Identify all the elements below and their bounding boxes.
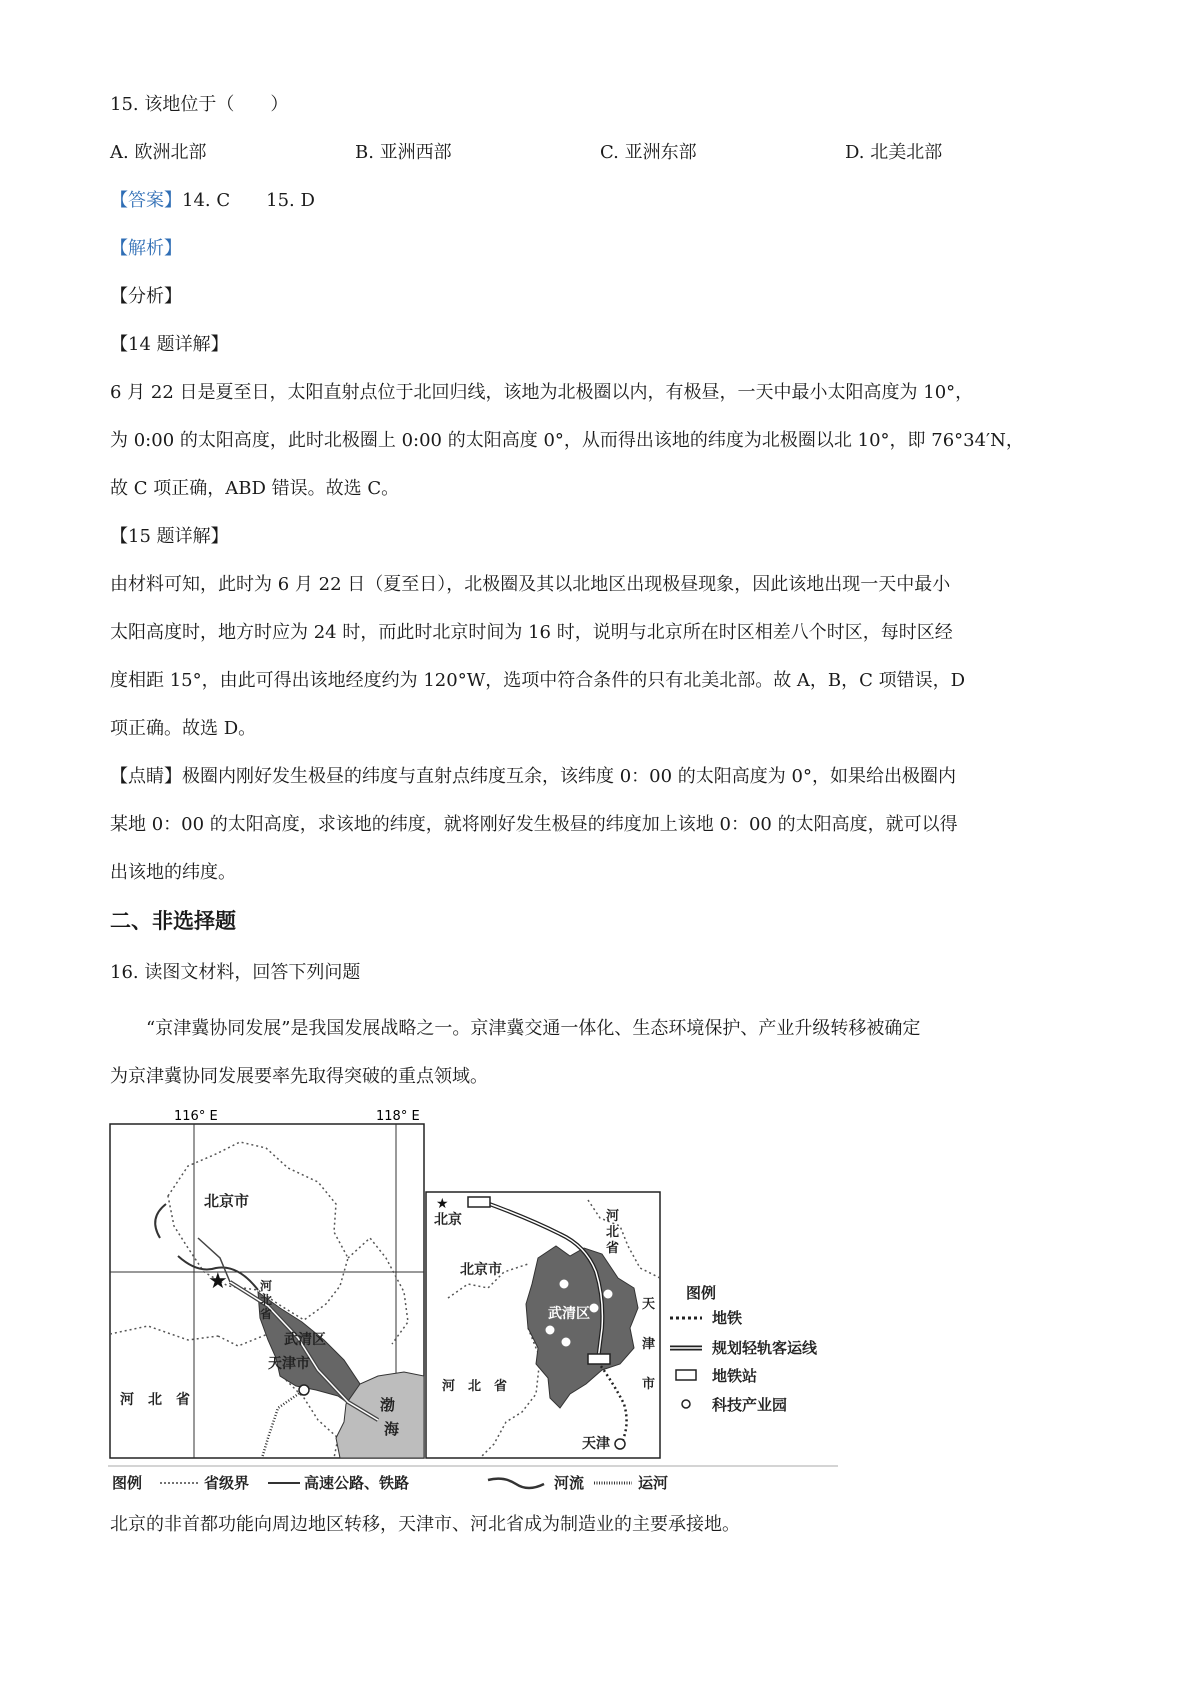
map-right-hebei-label: 河 北 省 <box>442 1379 508 1394</box>
right-map <box>426 1192 660 1458</box>
analysis-tag: 【解析】 <box>110 238 182 259</box>
svg-text:★: ★ <box>208 1269 228 1294</box>
legend-station: 地铁站 <box>712 1367 758 1385</box>
answer-line <box>110 188 315 214</box>
map-right-tianjin-label: 天津 <box>582 1436 610 1452</box>
answer-tag: 【答案】 <box>110 190 182 211</box>
q14-detail-line: 为 0:00 的太阳高度，此时北极圈上 0:00 的太阳高度 0°，从而得出该地的纬度为北极圈以北 10°，即 76°34′N， <box>110 430 1024 451</box>
svg-text:渤: 渤 <box>380 1396 396 1414</box>
q14-detail-title: 【14 题详解】 <box>110 334 229 355</box>
svg-text:河: 河 <box>260 1279 273 1293</box>
q15-option-d: D. 北美北部 <box>845 142 943 163</box>
q15-stem: 15. 该地位于（ ） <box>110 94 289 115</box>
map-left-tianjin-label: 天津市 <box>268 1356 310 1372</box>
legend-subway: 地铁 <box>712 1309 743 1327</box>
svg-text:海: 海 <box>384 1420 400 1438</box>
legend-right-title: 图例 <box>686 1284 717 1302</box>
q16-after-text: 北京的非首都功能向周边地区转移，天津市、河北省成为制造业的主要承接地。 <box>110 1514 740 1535</box>
map-right-wuqing-label: 武清区 <box>548 1306 590 1322</box>
q15-detail-line: 度相距 15°，由此可得出该地经度约为 120°W，选项中符合条件的只有北美北部。故 A，B，C 项错误，D <box>110 670 966 691</box>
q15-detail-line: 项正确。故选 D。 <box>110 718 257 739</box>
q15-detail-line: 由材料可知，此时为 6 月 22 日（夏至日），北极圈及其以北地区出现极昼现象，因此该地出现一天中最小 <box>110 574 951 595</box>
svg-text:省: 省 <box>606 1241 620 1256</box>
q15-detail-line: 太阳高度时，地方时应为 24 时，而此时北京时间为 16 时，说明与北京所在时区相差八个时区，每时区经 <box>110 622 953 643</box>
lon-118-label: 118° E <box>376 1109 420 1124</box>
legend-right <box>670 1284 818 1414</box>
svg-text:津: 津 <box>642 1337 656 1352</box>
svg-text:★: ★ <box>436 1196 449 1212</box>
q16-material-line: “京津冀协同发展”是我国发展战略之一。京津冀交通一体化、生态环境保护、产业升级转移被确定 <box>146 1018 921 1039</box>
svg-text:省: 省 <box>260 1307 273 1321</box>
left-map <box>110 1109 462 1458</box>
q14-detail-line: 故 C 项正确，ABD 错误。故选 C。 <box>110 478 400 499</box>
legend-province-border: 省级界 <box>204 1474 250 1492</box>
legend-light-rail: 规划轻轨客运线 <box>712 1339 818 1357</box>
svg-text:河: 河 <box>606 1209 620 1224</box>
map-figure <box>108 1108 918 1504</box>
svg-text:北: 北 <box>606 1225 620 1240</box>
map-left-wuqing-label: 武清区 <box>284 1332 326 1348</box>
legend-highway-rail: 高速公路、铁路 <box>304 1474 410 1492</box>
svg-text:北: 北 <box>260 1293 273 1307</box>
q15-option-a: A. 欧洲北部 <box>110 142 207 163</box>
map-right-beijing-city-label: 北京市 <box>460 1262 502 1278</box>
legend-tech-park: 科技产业园 <box>712 1396 788 1414</box>
legend-canal: 运河 <box>638 1474 669 1492</box>
svg-text:市: 市 <box>642 1377 656 1392</box>
map-left-beijing-label: 北京市 <box>204 1192 250 1210</box>
legend-river: 河流 <box>554 1474 585 1492</box>
q15-option-b: B. 亚洲西部 <box>355 142 452 163</box>
legend-bottom-title: 图例 <box>112 1474 143 1492</box>
lon-116-label: 116° E <box>174 1109 218 1124</box>
map-left-hebei-label: 河 北 省 <box>120 1392 190 1408</box>
dianjing-line: 某地 0：00 的太阳高度，求该地的纬度，就将刚好发生极昼的纬度加上该地 0：00 的太阳高度，就可以得 <box>110 814 958 835</box>
q14-detail-line: 6 月 22 日是夏至日，太阳直射点位于北回归线，该地为北极圈以内，有极昼，一天中最小太阳高度为 10°， <box>110 382 974 403</box>
q15-option-c: C. 亚洲东部 <box>600 142 697 163</box>
section-heading: 二、非选择题 <box>110 908 236 933</box>
svg-text:天: 天 <box>642 1297 656 1312</box>
q15-detail-title: 【15 题详解】 <box>110 526 229 547</box>
dianjing-line: 出该地的纬度。 <box>110 862 236 883</box>
q16-stem: 16. 读图文材料，回答下列问题 <box>110 962 361 983</box>
dianjing-line: 【点睛】极圈内刚好发生极昼的纬度与直射点纬度互余，该纬度 0：00 的太阳高度为 0°，如果给出极圈内 <box>110 766 956 787</box>
q16-material-line: 为京津冀协同发展要率先取得突破的重点领域。 <box>110 1066 488 1087</box>
fenxi-tag: 【分析】 <box>110 286 182 307</box>
legend-bottom <box>108 1466 838 1492</box>
map-right-beijing-label: 北京 <box>434 1212 462 1228</box>
answer-text: 14. C 15. D <box>182 190 315 211</box>
